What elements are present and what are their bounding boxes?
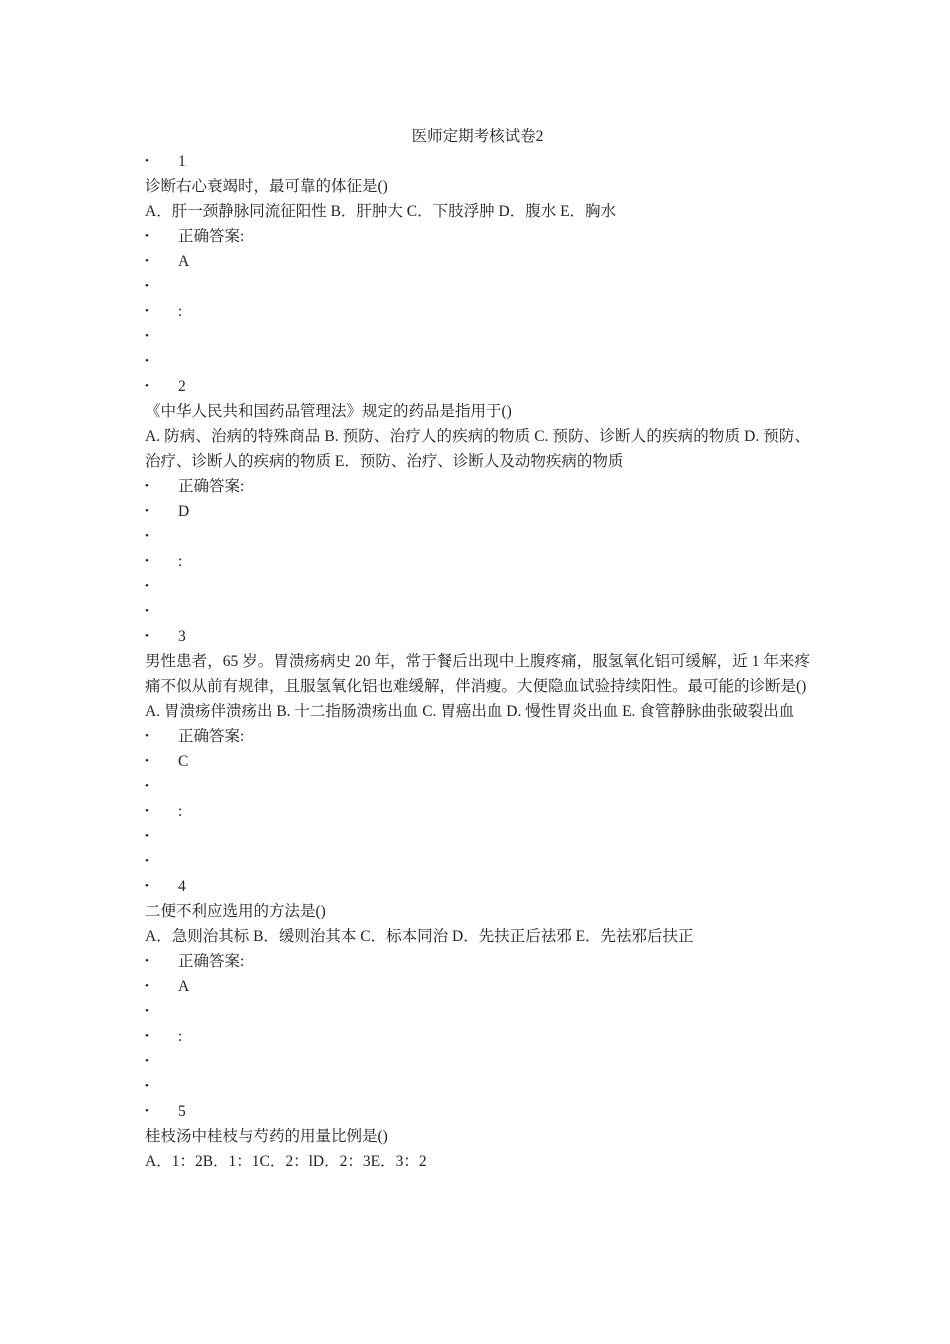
bullet-icon: • [145, 805, 149, 817]
bullet-icon: • [145, 755, 149, 767]
question-stem: 桂枝汤中桂枝与芍药的用量比例是() [145, 1128, 388, 1145]
colon-mark: : [178, 1028, 183, 1045]
bullet-icon: • [145, 830, 149, 842]
answer-label-item [145, 474, 810, 499]
colon-bullet-item [145, 799, 810, 824]
bullet-icon: • [145, 1080, 149, 1092]
answer-item [145, 749, 810, 774]
empty-bullet-item [145, 999, 810, 1024]
question-number-item [145, 374, 810, 399]
bullet-icon: • [145, 155, 149, 167]
answer-item [145, 249, 810, 274]
question-number-item [145, 149, 810, 174]
question-5 [145, 1099, 810, 1174]
empty-bullet-item [145, 574, 810, 599]
empty-bullet-item [145, 1074, 810, 1099]
answer-item [145, 499, 810, 524]
empty-bullet-item [145, 849, 810, 874]
question-number: 1 [178, 153, 186, 170]
question-options: A．1：2B．1：1C．2：lD．2：3E．3：2 [145, 1153, 427, 1170]
bullet-icon: • [145, 1005, 149, 1017]
empty-bullet-item [145, 824, 810, 849]
bullet-icon: • [145, 380, 149, 392]
empty-bullet-item [145, 349, 810, 374]
question-number: 4 [178, 878, 186, 895]
bullet-icon: • [145, 305, 149, 317]
question-number: 2 [178, 378, 186, 395]
question-3 [145, 624, 810, 874]
bullet-icon: • [145, 955, 149, 967]
empty-bullet-item [145, 774, 810, 799]
answer-item [145, 974, 810, 999]
question-stem: 男性患者，65 岁。胃溃疡病史 20 年，常于餐后出现中上腹疼痛，服氢氧化铝可缓解，近 1 年来疼痛不似从前有规律，且服氢氧化铝也难缓解，伴消瘦。大便隐血试验持续阳性。最可能的诊断是() [145, 653, 810, 695]
colon-mark: : [178, 553, 183, 570]
empty-bullet-item [145, 324, 810, 349]
bullet-icon: • [145, 730, 149, 742]
colon-bullet-item [145, 299, 810, 324]
answer-value: D [178, 503, 190, 520]
colon-mark: : [178, 803, 183, 820]
question-stem: 《中华人民共和国药品管理法》规定的药品是指用于() [145, 403, 512, 420]
empty-bullet-item [145, 599, 810, 624]
question-options: A. 胃溃疡伴溃疡出 B. 十二指肠溃疡出血 C. 胃癌出血 D. 慢性胃炎出血 E. 食管静脉曲张破裂出血 [145, 703, 795, 720]
bullet-icon: • [145, 230, 149, 242]
bullet-icon: • [145, 855, 149, 867]
answer-label-item [145, 949, 810, 974]
bullet-icon: • [145, 530, 149, 542]
bullet-icon: • [145, 555, 149, 567]
bullet-icon: • [145, 355, 149, 367]
answer-label: 正确答案: [178, 953, 245, 970]
answer-value: A [178, 253, 190, 270]
empty-bullet-item [145, 274, 810, 299]
answer-label: 正确答案: [178, 728, 245, 745]
empty-bullet-item [145, 524, 810, 549]
question-number-item [145, 874, 810, 899]
question-4 [145, 874, 810, 1099]
bullet-icon: • [145, 880, 149, 892]
question-2 [145, 374, 810, 624]
bullet-icon: • [145, 580, 149, 592]
bullet-icon: • [145, 330, 149, 342]
answer-label: 正确答案: [178, 478, 245, 495]
answer-label: 正确答案: [178, 228, 245, 245]
bullet-icon: • [145, 280, 149, 292]
question-stem: 诊断右心衰竭时，最可靠的体征是() [145, 178, 388, 195]
question-options: A. 防病、治病的特殊商品 B. 预防、治疗人的疾病的物质 C. 预防、诊断人的疾病的物质 D. 预防、治疗、诊断人的疾病的物质 E．预防、治疗、诊断人及动物疾病的物质 [145, 428, 810, 470]
answer-value: A [178, 978, 190, 995]
bullet-icon: • [145, 1105, 149, 1117]
bullet-icon: • [145, 1030, 149, 1042]
question-options: A．肝一颈静脉同流征阳性 B．肝肿大 C．下肢浮肿 D．腹水 E．胸水 [145, 203, 617, 220]
answer-label-item [145, 724, 810, 749]
bullet-icon: • [145, 480, 149, 492]
colon-bullet-item [145, 1024, 810, 1049]
empty-bullet-item [145, 1049, 810, 1074]
question-number: 3 [178, 628, 186, 645]
question-number-item [145, 1099, 810, 1124]
colon-bullet-item [145, 549, 810, 574]
bullet-icon: • [145, 780, 149, 792]
bullet-icon: • [145, 1055, 149, 1067]
bullet-icon: • [145, 505, 149, 517]
question-number-item [145, 624, 810, 649]
document-body [145, 124, 810, 1174]
answer-label-item [145, 224, 810, 249]
page-title: 医师定期考核试卷2 [411, 128, 544, 145]
colon-mark: : [178, 303, 183, 320]
bullet-icon: • [145, 980, 149, 992]
question-1 [145, 149, 810, 374]
answer-value: C [178, 753, 189, 770]
question-options: A．急则治其标 B．缓则治其本 C．标本同治 D．先扶正后祛邪 E．先祛邪后扶正 [145, 928, 694, 945]
bullet-icon: • [145, 255, 149, 267]
question-stem: 二便不利应选用的方法是() [145, 903, 326, 920]
bullet-icon: • [145, 630, 149, 642]
bullet-icon: • [145, 605, 149, 617]
question-number: 5 [178, 1103, 186, 1120]
